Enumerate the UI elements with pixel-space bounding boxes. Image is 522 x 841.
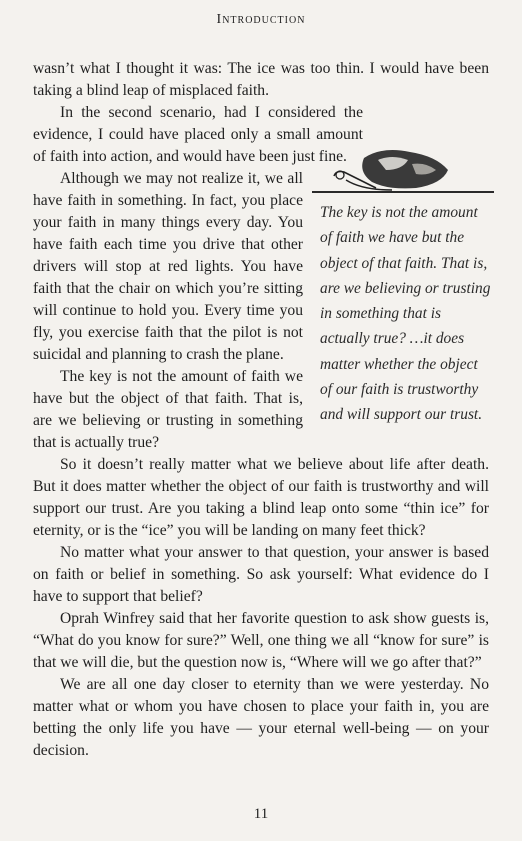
page-number: 11 [253,806,269,822]
paragraph: The key is not the amount of faith we have but the object of that faith. That is, are we believing or trusting in something that is actually true? [33,368,303,451]
paragraph: So it doesn’t really matter what we believe about life after death. But it does matter whether the object of our faith is trustworthy and will support our trust. Are you taking a blind leap onto some “thin ice” for eternity, or is the “ice” you will be landing on many feet thick? [33,456,489,539]
paragraph: Although we may not realize it, we all have faith in something. In fact, you place your faith in many things every day. You have faith each time you drive that other drivers will stop at red lights. You have faith that the chair on which you’re sitting will continue to hold you. Every time you fly, you exercise faith that the pilot is not suicidal and planning to crash the plane. [33,170,303,363]
paragraph: We are all one day closer to eternity than we were yesterday. No matter what or whom you have chosen to place your faith in, you are betting the only life you have — your eternal well-being — on your decision. [33,676,489,759]
paragraph: In the second scenario, had I considered the evidence, I could have placed only a small amount of faith into action, and would have been just fine. [33,104,363,165]
paragraph: Oprah Winfrey said that her favorite question to ask show guests is, “What do you know for sure?” Well, one thing we all “know for sure” is that we will die, but the question now is, “Where will we go after that?” [33,610,489,671]
running-header: Introduction [216,12,306,27]
paragraph: No matter what your answer to that question, your answer is based on faith or belief in something. So ask yourself: What evidence do I have to support that belief? [33,544,489,605]
paragraph: wasn’t what I thought it was: The ice was too thin. I would have been taking a blind leap of misplaced faith. [33,60,489,99]
pull-quote-text: The key is not the amount of faith we have but the object of that faith. That is, are we believing or trusting in something that is actually true? …it does matter whether the object of our faith is trustworthy and will support our trust. [320,204,491,424]
pull-quote [320,200,492,428]
